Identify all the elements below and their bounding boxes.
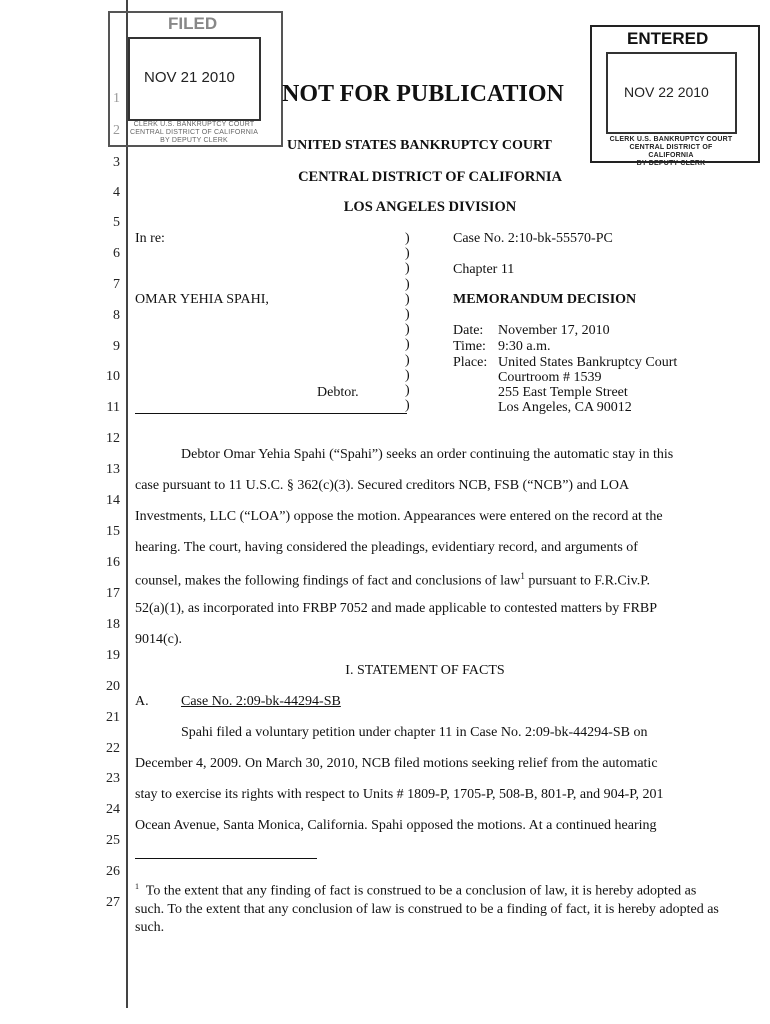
line-number: 6 bbox=[113, 246, 120, 261]
district-name: CENTRAL DISTRICT OF CALIFORNIA bbox=[298, 169, 562, 185]
line-number: 13 bbox=[106, 462, 120, 477]
line-number: 10 bbox=[106, 369, 120, 384]
body-line: 52(a)(1), as incorporated into FRBP 7052 and made applicable to contested matters by FRBP bbox=[135, 601, 658, 616]
hearing-place-line: United States Bankruptcy Court bbox=[498, 355, 678, 370]
line-number: 2 bbox=[113, 123, 120, 138]
debtor-label: Debtor. bbox=[317, 385, 359, 400]
margin-rule bbox=[126, 0, 128, 1008]
line-number: 12 bbox=[106, 431, 120, 446]
document-title: MEMORANDUM DECISION bbox=[453, 292, 637, 307]
publication-notice: NOT FOR PUBLICATION bbox=[282, 81, 564, 107]
hearing-place-line: Los Angeles, CA 90012 bbox=[498, 400, 632, 415]
line-number: 21 bbox=[106, 710, 120, 725]
entered-date: NOV 22 2010 bbox=[624, 84, 709, 100]
body-line: December 4, 2009. On March 30, 2010, NCB filed motions seeking relief from the automatic bbox=[135, 756, 658, 771]
hearing-date-label: Date: bbox=[453, 323, 484, 338]
line-number: 27 bbox=[106, 895, 120, 910]
line-number: 14 bbox=[106, 493, 120, 508]
body-line: counsel, makes the following findings of fact and conclusions of law$^1$ pursuant to F.R.Civ.P. bbox=[135, 571, 650, 589]
subsection-letter: A. bbox=[135, 694, 149, 709]
chapter: Chapter 11 bbox=[453, 262, 515, 277]
line-number: 17 bbox=[106, 586, 120, 601]
body-line: Debtor Omar Yehia Spahi (“Spahi”) seeks an order continuing the automatic stay in this bbox=[181, 447, 674, 462]
entered-stamp-title: ENTERED bbox=[627, 29, 709, 48]
line-number: 18 bbox=[106, 617, 120, 632]
filed-clerk-text: CLERK U.S. BANKRUPTCY COURT CENTRAL DISTRICT OF CALIFORNIA BY DEPUTY CLERK bbox=[129, 121, 259, 144]
line-number: 23 bbox=[106, 771, 120, 786]
line-number: 5 bbox=[113, 215, 120, 230]
line-number: 3 bbox=[113, 155, 120, 170]
body-line: Ocean Avenue, Santa Monica, California. Spahi opposed the motions. At a continued hearing bbox=[135, 818, 657, 833]
line-number: 9 bbox=[113, 339, 120, 354]
body-line: Spahi filed a voluntary petition under chapter 11 in Case No. 2:09-bk-44294-SB on bbox=[181, 725, 648, 740]
line-number: 7 bbox=[113, 277, 120, 292]
line-number: 8 bbox=[113, 308, 120, 323]
filed-date: NOV 21 2010 bbox=[144, 69, 235, 86]
caption-parentheses: ) ) ) ) ) ) ) ) ) ) ) ) bbox=[405, 231, 410, 414]
caption-underline bbox=[135, 413, 407, 414]
division-name: LOS ANGELES DIVISION bbox=[343, 199, 517, 215]
hearing-place-line: Courtroom # 1539 bbox=[498, 370, 602, 385]
line-number: 19 bbox=[106, 648, 120, 663]
body-line: 9014(c). bbox=[135, 632, 183, 647]
body-line: case pursuant to 11 U.S.C. § 362(c)(3). Secured creditors NCB, FSB (“NCB”) and LOA bbox=[135, 478, 630, 493]
line-number: 4 bbox=[113, 185, 120, 200]
line-number: 1 bbox=[113, 91, 120, 106]
line-number: 22 bbox=[106, 741, 120, 756]
footnote-mark: 1 bbox=[135, 882, 139, 891]
footnote-reference[interactable]: 1 bbox=[520, 571, 525, 581]
filed-stamp-title: FILED bbox=[168, 14, 218, 33]
case-number: Case No. 2:10-bk-55570-PC bbox=[453, 231, 613, 246]
footnote-separator bbox=[135, 858, 317, 859]
line-number: 25 bbox=[106, 833, 120, 848]
entered-clerk-text: CLERK U.S. BANKRUPTCY COURT CENTRAL DISTRICT OF CALIFORNIA BY DEPUTY CLERK bbox=[609, 136, 733, 167]
line-number: 24 bbox=[106, 802, 120, 817]
footnote bbox=[135, 878, 725, 937]
hearing-place-line: 255 East Temple Street bbox=[498, 385, 628, 400]
line-number: 16 bbox=[106, 555, 120, 570]
line-number: 26 bbox=[106, 864, 120, 879]
section-heading: I. STATEMENT OF FACTS bbox=[345, 663, 505, 678]
in-re-label: In re: bbox=[135, 231, 165, 246]
line-number: 11 bbox=[106, 400, 120, 415]
footnote-text: To the extent that any finding of fact is construed to be a conclusion of law, it is hereby adopted as such. To the extent that any conclusion of law is construed to be a finding of fact, it is hereby adopted as such. bbox=[135, 883, 719, 935]
debtor-name: OMAR YEHIA SPAHI, bbox=[135, 292, 269, 307]
hearing-date: November 17, 2010 bbox=[498, 323, 610, 338]
hearing-time: 9:30 a.m. bbox=[498, 339, 551, 354]
subsection-title: Case No. 2:09-bk-44294-SB bbox=[181, 694, 341, 709]
line-number: 20 bbox=[106, 679, 120, 694]
hearing-time-label: Time: bbox=[453, 339, 486, 354]
line-number: 15 bbox=[106, 524, 120, 539]
court-name: UNITED STATES BANKRUPTCY COURT bbox=[287, 138, 552, 153]
hearing-place-label: Place: bbox=[453, 355, 488, 370]
body-line: Investments, LLC (“LOA”) oppose the motion. Appearances were entered on the record at the bbox=[135, 509, 663, 524]
body-line: stay to exercise its rights with respect to Units # 1809-P, 1705-P, 508-B, 801-P, and 904-P, 201 bbox=[135, 787, 664, 802]
body-line: hearing. The court, having considered the pleadings, evidentiary record, and arguments of bbox=[135, 540, 638, 555]
